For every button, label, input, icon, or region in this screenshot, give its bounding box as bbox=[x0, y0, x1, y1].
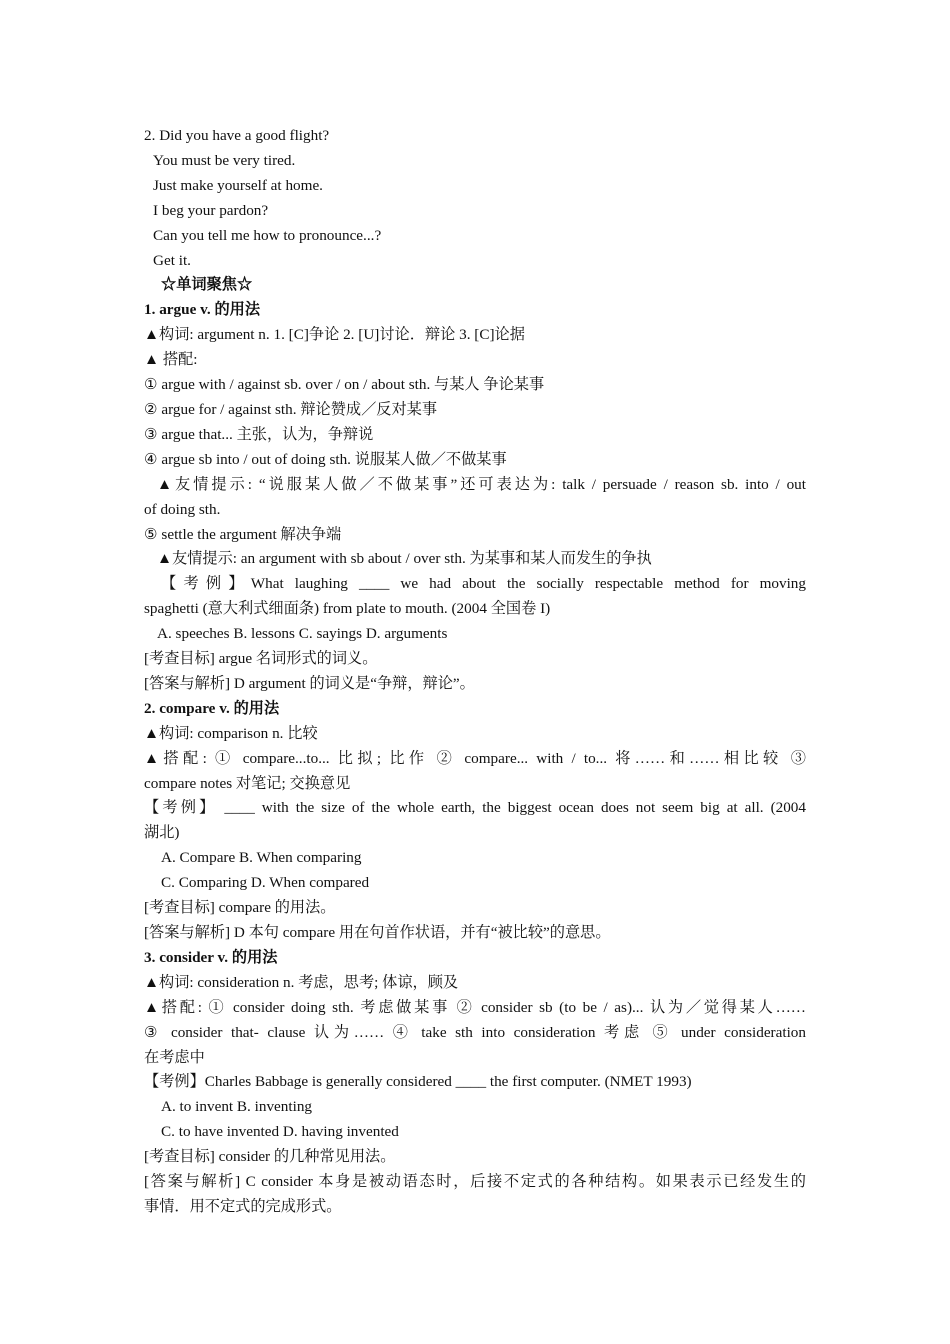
argue-collocation-item: ④ argue sb into / out of doing sth. 说服某人做／不做某事 bbox=[144, 450, 507, 468]
consider-options: C. to have invented D. having invented bbox=[161, 1123, 399, 1141]
phrase-line: Just make yourself at home. bbox=[153, 176, 323, 194]
argue-answer: [答案与解析] D argument 的词义是“争辩，辩论”。 bbox=[144, 674, 475, 692]
argue-collocation-item: ⑤ settle the argument 解决争端 bbox=[144, 525, 342, 543]
phrase-line: Get it. bbox=[153, 251, 191, 269]
argue-heading: 1. argue v. 的用法 bbox=[144, 301, 261, 319]
consider-collocation-continued: ③ consider that- clause 认为…… ④ take sth into consideration 考虑 ⑤ under consideration bbox=[144, 1023, 806, 1041]
argue-tip: ▲友情提示: an argument with sb about / over sth. 为某事和某人而发生的争执 bbox=[157, 550, 652, 568]
compare-options: A. Compare B. When comparing bbox=[161, 849, 362, 867]
compare-collocation-continued: compare notes 对笔记; 交换意见 bbox=[144, 774, 351, 792]
phrase-line: 2. Did you have a good flight? bbox=[144, 127, 330, 144]
consider-target: [考查目标] consider 的几种常见用法。 bbox=[144, 1148, 396, 1166]
phrase-line: Can you tell me how to pronounce...? bbox=[153, 226, 382, 244]
document-page bbox=[144, 124, 806, 1220]
consider-answer-continued: 事情．用不定式的完成形式。 bbox=[144, 1197, 342, 1215]
consider-wordform: ▲构词: consideration n. 考虑，思考; 体谅，顾及 bbox=[144, 973, 459, 991]
consider-answer: [答案与解析] C consider 本身是被动语态时，后接不定式的各种结构。如果表示已经发生的 bbox=[144, 1173, 806, 1191]
consider-collocation-continued: 在考虑中 bbox=[144, 1048, 205, 1066]
consider-example: 【考例】Charles Babbage is generally considered ____ the first computer. (NMET 1993) bbox=[144, 1073, 692, 1091]
consider-options: A. to invent B. inventing bbox=[161, 1098, 313, 1116]
compare-answer: [答案与解析] D 本句 compare 用在句首作状语，并有“被比较”的意思。 bbox=[144, 924, 611, 941]
argue-wordform: ▲构词: argument n. 1. [C]争论 2. [U]讨论．辩论 3. [C]论据 bbox=[144, 326, 525, 344]
argue-options: A. speeches B. lessons C. sayings D. arguments bbox=[157, 625, 448, 643]
argue-example-continued: spaghetti (意大利式细面条) from plate to mouth. (2004 全国卷 I) bbox=[144, 600, 551, 618]
section-title: ☆单词聚焦☆ bbox=[161, 276, 253, 294]
compare-heading: 2. compare v. 的用法 bbox=[144, 699, 280, 717]
compare-example: 【考例】 ____ with the size of the whole earth, the biggest ocean does not seem big at all. (2004 bbox=[144, 799, 806, 817]
argue-collocation-item: ① argue with / against sb. over / on / about sth. 与某人 争论某事 bbox=[144, 376, 545, 394]
compare-options: C. Comparing D. When compared bbox=[161, 874, 370, 892]
argue-tip-continued: of doing sth. bbox=[144, 500, 221, 518]
argue-example: 【考例】What laughing ____ we had about the socially respectable method for moving bbox=[161, 575, 806, 593]
argue-collocation-item: ② argue for / against sth. 辩论赞成／反对某事 bbox=[144, 400, 438, 418]
argue-collocation-label: ▲ 搭配: bbox=[144, 351, 198, 369]
argue-collocation-item: ③ argue that... 主张，认为，争辩说 bbox=[144, 425, 374, 443]
argue-tip: ▲友情提示: “说服某人做／不做某事”还可表达为: talk / persuade / reason sb. into / out bbox=[157, 475, 806, 493]
consider-collocation: ▲搭配: ① consider doing sth. 考虑做某事 ② consider sb (to be / as)... 认为／觉得某人…… bbox=[144, 998, 806, 1016]
phrase-line: I beg your pardon? bbox=[153, 201, 269, 219]
compare-example-continued: 湖北) bbox=[144, 824, 180, 842]
consider-heading: 3. consider v. 的用法 bbox=[144, 948, 278, 966]
phrase-line: You must be very tired. bbox=[153, 151, 296, 169]
argue-target: [考查目标] argue 名词形式的词义。 bbox=[144, 650, 378, 668]
compare-target: [考查目标] compare 的用法。 bbox=[144, 899, 336, 917]
compare-collocation: ▲搭配: ① compare...to... 比拟; 比作 ② compare... with / to... 将……和……相比较 ③ bbox=[144, 749, 806, 767]
compare-wordform: ▲构词: comparison n. 比较 bbox=[144, 724, 318, 742]
